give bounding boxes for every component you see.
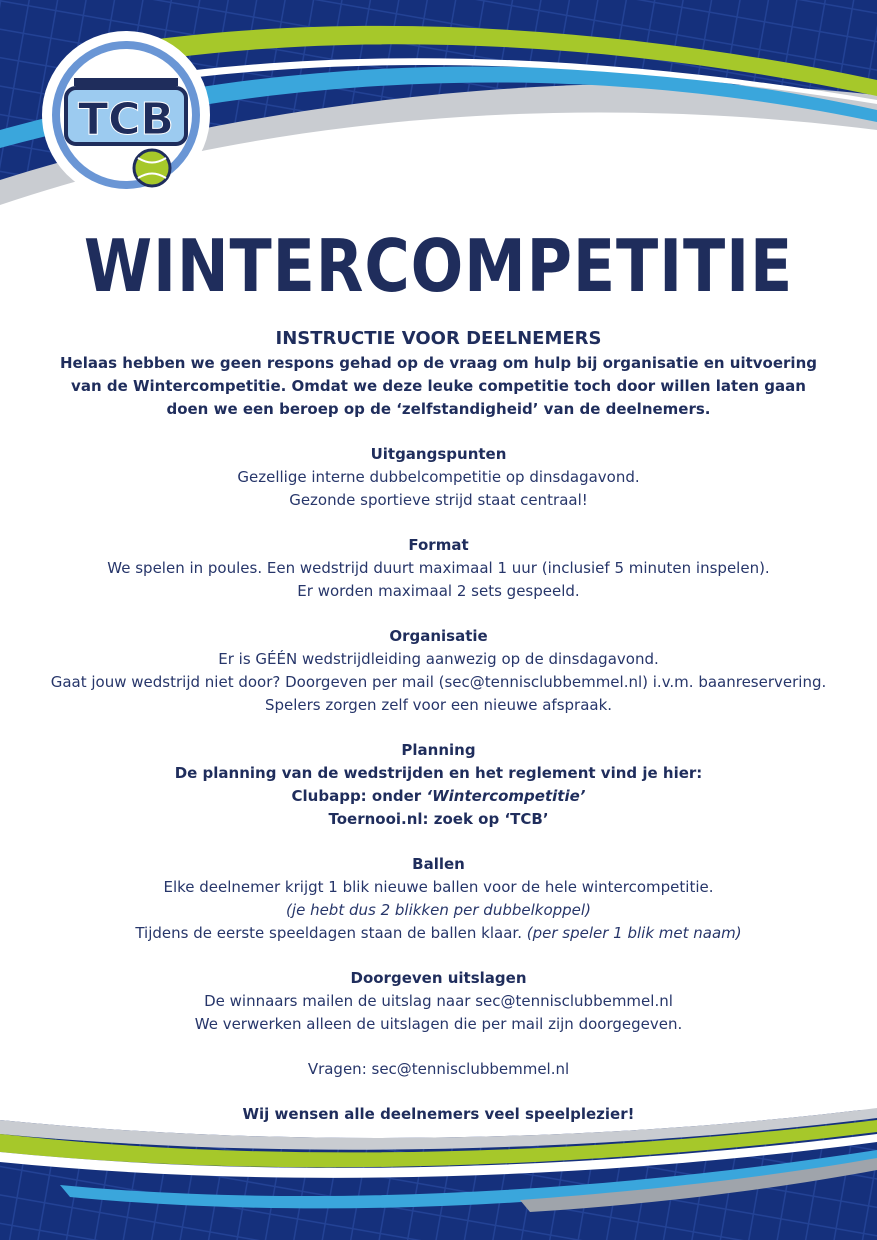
- section-ballen: [0, 853, 877, 945]
- intro-line: doen we een beroep op de ‘zelfstandigheid’ van de deelnemers.: [166, 400, 711, 418]
- section-planning: [0, 739, 877, 831]
- intro-line: Helaas hebben we geen respons gehad op de vraag om hulp bij organisatie en uitvoering: [60, 354, 817, 372]
- logo-text: TCB: [78, 94, 174, 145]
- closing-line: Wij wensen alle deelnemers veel speelplezier!: [242, 1105, 635, 1123]
- content: [0, 222, 877, 1126]
- section-heading: Doorgeven uitslagen: [350, 969, 527, 987]
- planning-toernooi: Toernooi.nl: zoek op ‘TCB’: [328, 810, 549, 828]
- section-heading: Planning: [401, 741, 476, 759]
- intro-paragraph: [59, 352, 819, 421]
- vragen-line: Vragen: sec@tennisclubbemmel.nl: [307, 1060, 570, 1078]
- section-line: Gezonde sportieve strijd staat centraal!: [289, 491, 588, 509]
- section-organisatie: [0, 625, 877, 717]
- ballen-line: Elke deelnemer krijgt 1 blik nieuwe ballen voor de hele wintercompetitie.: [163, 878, 714, 896]
- tcb-logo: [34, 30, 218, 200]
- section-line: Spelers zorgen zelf voor een nieuwe afspraak.: [264, 696, 613, 714]
- clubapp-prefix: Clubapp: onder: [291, 787, 427, 805]
- subtitle: INSTRUCTIE VOOR DEELNEMERS: [275, 328, 602, 349]
- section-line: Er is GÉÉN wedstrijdleiding aanwezig op de dinsdagavond.: [218, 650, 659, 668]
- page-title: WINTERCOMPETITIE: [83, 224, 794, 308]
- ballen-note: (je hebt dus 2 blikken per dubbelkoppel): [286, 901, 591, 919]
- section-heading: Ballen: [412, 855, 465, 873]
- intro-line: van de Wintercompetitie. Omdat we deze leuke competitie toch door willen laten gaan: [71, 377, 806, 395]
- section-line: De winnaars mailen de uitslag naar sec@tennisclubbemmel.nl: [204, 992, 673, 1010]
- section-line: Er worden maximaal 2 sets gespeeld.: [297, 582, 580, 600]
- section-line: We spelen in poules. Een wedstrijd duurt maximaal 1 uur (inclusief 5 minuten inspelen).: [107, 559, 770, 577]
- ballen-line3-note: (per speler 1 blik met naam): [526, 924, 742, 942]
- ballen-line-3: [0, 922, 877, 945]
- section-format: [0, 534, 877, 603]
- section-heading: Format: [408, 536, 469, 554]
- section-line: Gaat jouw wedstrijd niet door? Doorgeven per mail (sec@tennisclubbemmel.nl) i.v.m. baanreservering.: [50, 673, 827, 691]
- section-uitgangspunten: [0, 443, 877, 512]
- section-heading: Uitgangspunten: [370, 445, 507, 463]
- section-heading: Organisatie: [389, 627, 488, 645]
- ballen-line3-text: Tijdens de eerste speeldagen staan de ballen klaar.: [135, 924, 527, 942]
- section-line: We verwerken alleen de uitslagen die per mail zijn doorgegeven.: [194, 1015, 683, 1033]
- planning-line: De planning van de wedstrijden en het reglement vind je hier:: [174, 764, 703, 782]
- section-uitslagen: [0, 967, 877, 1036]
- section-line: Gezellige interne dubbelcompetitie op dinsdagavond.: [237, 468, 640, 486]
- clubapp-italic: ‘Wintercompetitie’: [426, 787, 586, 805]
- planning-clubapp: [0, 785, 877, 808]
